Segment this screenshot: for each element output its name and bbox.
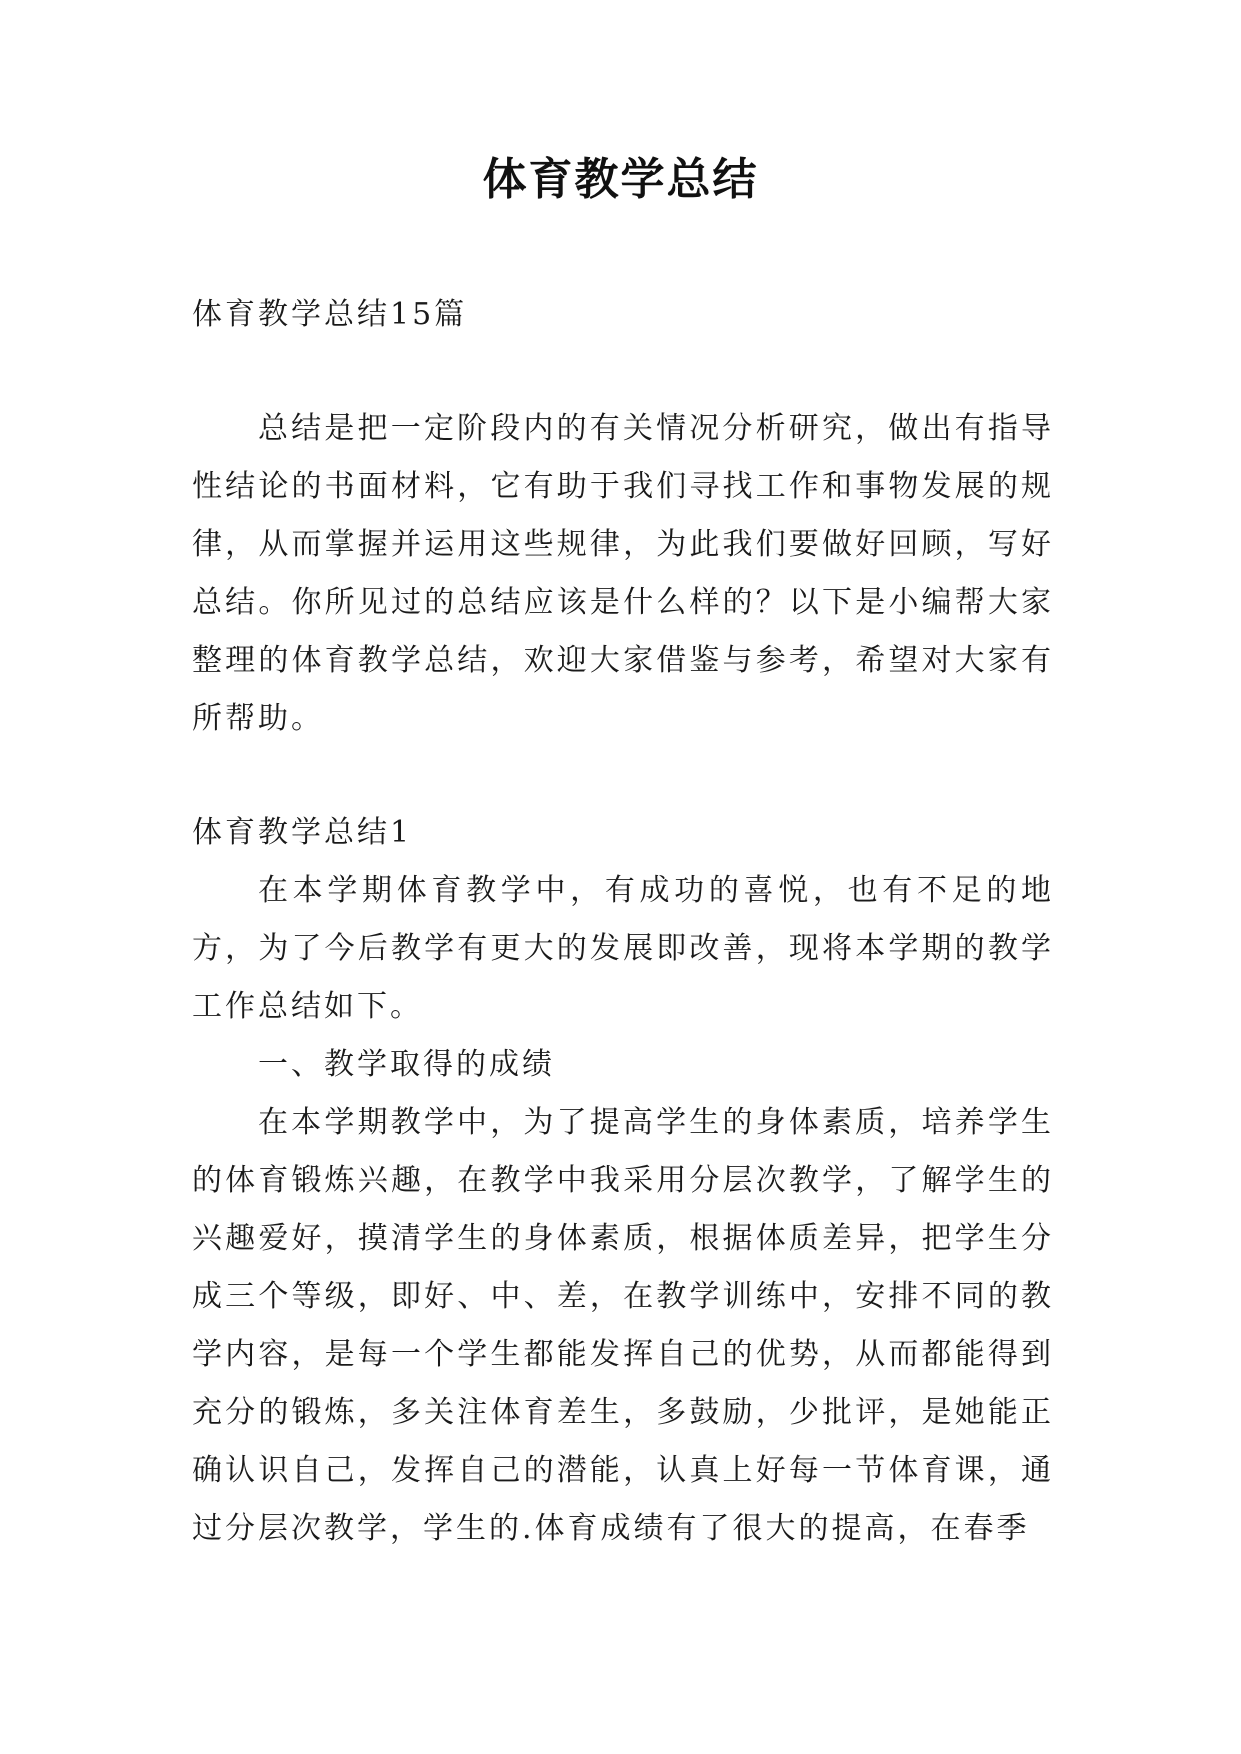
- section-subheading: 一、教学取得的成绩: [258, 1047, 555, 1082]
- intro-paragraph: 总结是把一定阶段内的有关情况分析研究，做出有指导性结论的书面材料，它有助于我们寻找工作和事物发展的规律，从而掌握并运用这些规律，为此我们要做好回顾，写好总结。你所见过的总结应该是什么样的？以下是小编帮大家整理的体育教学总结，欢迎大家借鉴与参考，希望对大家有所帮助。: [192, 411, 1054, 736]
- document-body: [192, 286, 1054, 1558]
- spacer: [192, 344, 1054, 400]
- section-heading: 体育教学总结1: [192, 815, 413, 850]
- body-paragraph: 在本学期教学中，为了提高学生的身体素质，培养学生的体育锻炼兴趣，在教学中我采用分层次教学，了解学生的兴趣爱好，摸清学生的身体素质，根据体质差异，把学生分成三个等级，即好、中、差，在教学训练中，安排不同的教学内容，是每一个学生都能发挥自己的优势，从而都能得到充分的锻炼，多关注体育差生，多鼓励，少批评，是她能正确认识自己，发挥自己的潜能，认真上好每一节体育课，通过分层次教学，学生的.体育成绩有了很大的提高，在春季: [192, 1105, 1054, 1546]
- body-paragraph: 在本学期体育教学中，有成功的喜悦，也有不足的地方，为了今后教学有更大的发展即改善，现将本学期的教学工作总结如下。: [192, 873, 1054, 1024]
- spacer: [192, 748, 1054, 804]
- document-title: 体育教学总结: [482, 154, 759, 205]
- collection-heading: 体育教学总结15篇: [192, 297, 468, 332]
